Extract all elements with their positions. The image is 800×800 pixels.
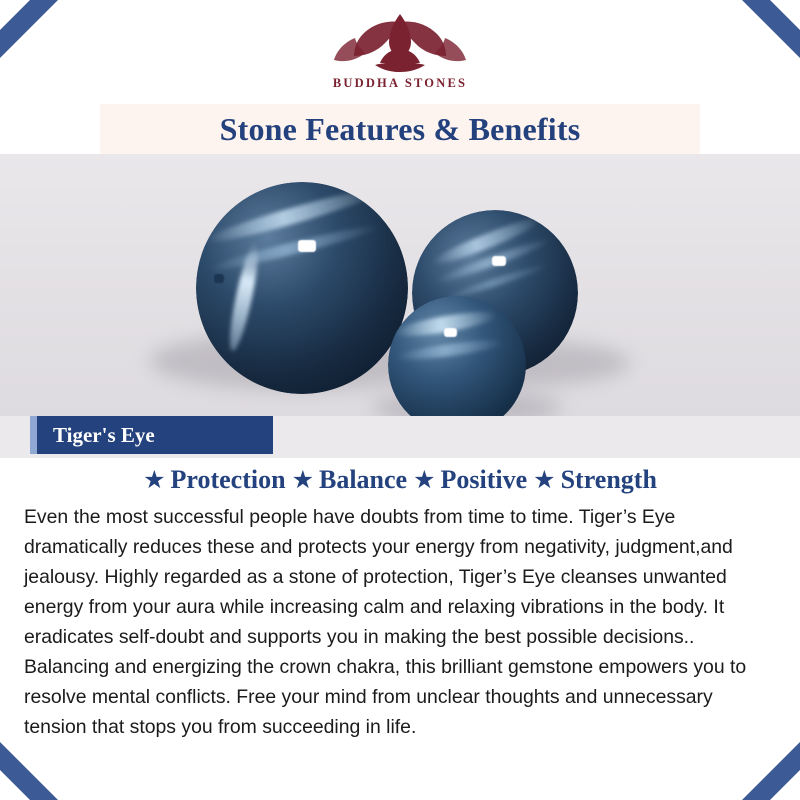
stone-sphere-large [196,182,408,394]
benefit-label: Positive [440,465,528,494]
star-icon: ★ [413,465,436,494]
benefit-item [292,465,408,495]
star-icon: ★ [291,465,314,494]
description-text: Even the most successful people have doubts from time to time. Tiger’s Eye dramatically reduces these and protects your energy from negativity, judgment,and jealousy. Highly regarded as a stone of protection, Tiger’s Eye cleanses unwanted energy from your aura while increasing calm and relaxing vibrations in the body. It eradicates self-doubt and supports you in making the best possible decisions.. Balancing and energizing the crown chakra, this brilliant gemstone empowers you to resolve mental conflicts. Free your mind from unclear thoughts and unnecessary tension that stops you from succeeding in life. [24,506,747,738]
stone-name: Tiger's Eye [53,422,155,447]
brand-name: BUDDHA STONES [332,76,468,90]
benefit-label: Strength [560,465,657,494]
benefit-label: Protection [170,465,286,494]
page-title-bar [100,104,700,154]
inclusion-large [214,274,224,283]
star-icon: ★ [143,465,166,494]
lotus-meditation-figure-icon [327,8,473,74]
highlight-medium [492,256,506,266]
benefit-item [143,465,285,495]
highlight-small [444,328,457,337]
brand-logo [0,8,800,100]
benefit-label: Balance [318,465,408,494]
corner-decoration-bottom-left-inner [0,770,30,800]
highlight-large [298,240,316,252]
benefit-item [533,465,657,495]
benefits-row [0,458,800,502]
stone-name-ribbon [30,416,273,454]
corner-decoration-bottom-right-inner [770,770,800,800]
benefit-item [413,465,527,495]
page-title: Stone Features & Benefits [219,110,581,147]
product-photo [0,154,800,416]
star-icon: ★ [533,465,556,494]
